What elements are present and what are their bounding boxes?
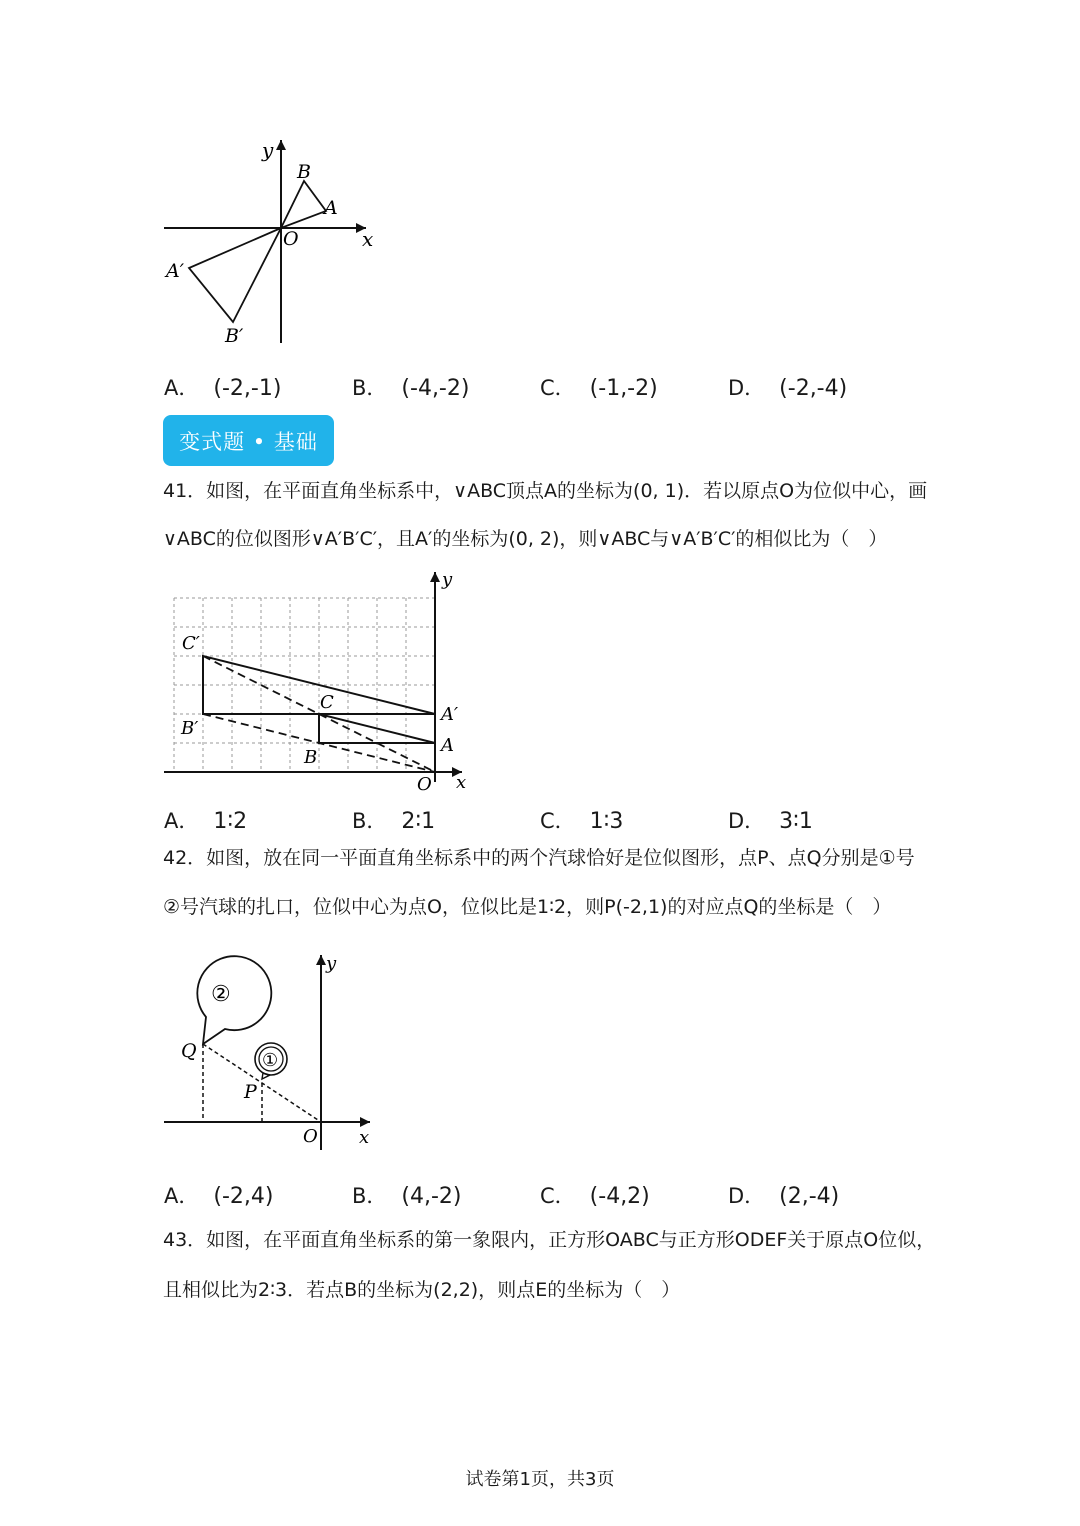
y-axis-label: y xyxy=(442,569,453,590)
option-letter: A． xyxy=(164,1184,200,1208)
option-d[interactable] xyxy=(728,805,813,835)
option-b[interactable] xyxy=(352,1180,462,1210)
option-value: (-2,-1) xyxy=(213,376,282,401)
x-axis-label: x xyxy=(456,772,467,793)
option-a[interactable] xyxy=(164,1180,273,1210)
point-q-label: Q xyxy=(181,1040,197,1062)
option-b[interactable] xyxy=(352,372,469,402)
option-c[interactable] xyxy=(540,805,623,835)
point-a-label: A xyxy=(441,735,454,756)
option-d[interactable] xyxy=(728,372,847,402)
y-axis-label: y xyxy=(326,953,337,974)
option-letter: D． xyxy=(728,809,766,833)
point-b-prime-label: B′ xyxy=(225,325,244,347)
x-axis-label: x xyxy=(362,227,374,251)
option-value: (-2,-4) xyxy=(779,376,848,401)
option-value: (-4,2) xyxy=(589,1184,650,1209)
figure-q40 xyxy=(155,135,395,355)
option-value: (2,-4) xyxy=(779,1184,840,1209)
option-value: 3∶1 xyxy=(779,809,813,834)
q43-line-1: 43．如图，在平面直角坐标系的第一象限内，正方形OABC与正方形ODEF关于原点O位似， xyxy=(163,1229,936,1251)
figure-q41 xyxy=(160,565,470,795)
option-d[interactable] xyxy=(728,1180,839,1210)
origin-label: O xyxy=(303,1126,318,1147)
option-value: 1∶2 xyxy=(213,809,248,834)
q41-line-1: 41．如图，在平面直角坐标系中，∨ABC顶点A的坐标为(0, 1)．若以原点O为位似中心，画 xyxy=(163,480,928,502)
point-a-prime-label: A′ xyxy=(441,704,459,725)
option-letter: B． xyxy=(352,1184,388,1208)
origin-label: O xyxy=(283,228,299,250)
option-letter: A． xyxy=(164,809,200,833)
figure-q42 xyxy=(160,945,390,1155)
option-a[interactable] xyxy=(164,805,247,835)
option-value: (-2,4) xyxy=(213,1184,274,1209)
option-b[interactable] xyxy=(352,805,435,835)
q43-line-2: 且相似比为2∶3．若点B的坐标为(2,2)，则点E的坐标为（ ） xyxy=(163,1279,681,1301)
point-a-prime-label: A′ xyxy=(166,260,185,282)
option-value: 1∶3 xyxy=(589,809,624,834)
option-c[interactable] xyxy=(540,372,658,402)
origin-label: O xyxy=(417,774,432,795)
x-axis-label: x xyxy=(359,1127,370,1148)
option-a[interactable] xyxy=(164,372,281,402)
point-p-label: P xyxy=(244,1081,257,1103)
balloon-1-label: ① xyxy=(262,1050,279,1071)
point-b-label: B xyxy=(304,747,318,768)
point-c-prime-label: C′ xyxy=(182,633,200,654)
option-letter: D． xyxy=(728,376,766,400)
page-footer: 试卷第1页，共3页 xyxy=(465,1469,615,1490)
option-letter: C． xyxy=(540,809,576,833)
point-b-label: B xyxy=(297,161,311,183)
option-value: (-4,-2) xyxy=(401,376,470,401)
q41-line-2: ∨ABC的位似图形∨A′B′C′，且A′的坐标为(0, 2)，则∨ABC与∨A′B′C′的相似比为（ ） xyxy=(163,528,888,550)
option-c[interactable] xyxy=(540,1180,650,1210)
q42-line-2: ②号汽球的扎口，位似中心为点O，位似比是1∶2，则P(-2,1)的对应点Q的坐标是（ ） xyxy=(163,896,892,918)
option-letter: B． xyxy=(352,809,388,833)
option-letter: A． xyxy=(164,376,200,400)
point-c-label: C xyxy=(320,692,334,713)
option-value: (4,-2) xyxy=(401,1184,462,1209)
option-letter: C． xyxy=(540,1184,576,1208)
section-badge: 变式题 • 基础 xyxy=(163,415,334,466)
option-letter: D． xyxy=(728,1184,766,1208)
q42-line-1: 42．如图，放在同一平面直角坐标系中的两个汽球恰好是位似图形，点P、点Q分别是①号 xyxy=(163,847,915,869)
y-axis-label: y xyxy=(262,138,274,162)
balloon-2-label: ② xyxy=(211,982,231,1007)
point-a-label: A xyxy=(324,197,338,219)
option-value: (-1,-2) xyxy=(589,376,658,401)
option-letter: B． xyxy=(352,376,388,400)
option-value: 2∶1 xyxy=(401,809,436,834)
point-b-prime-label: B′ xyxy=(181,718,199,739)
option-letter: C． xyxy=(540,376,576,400)
